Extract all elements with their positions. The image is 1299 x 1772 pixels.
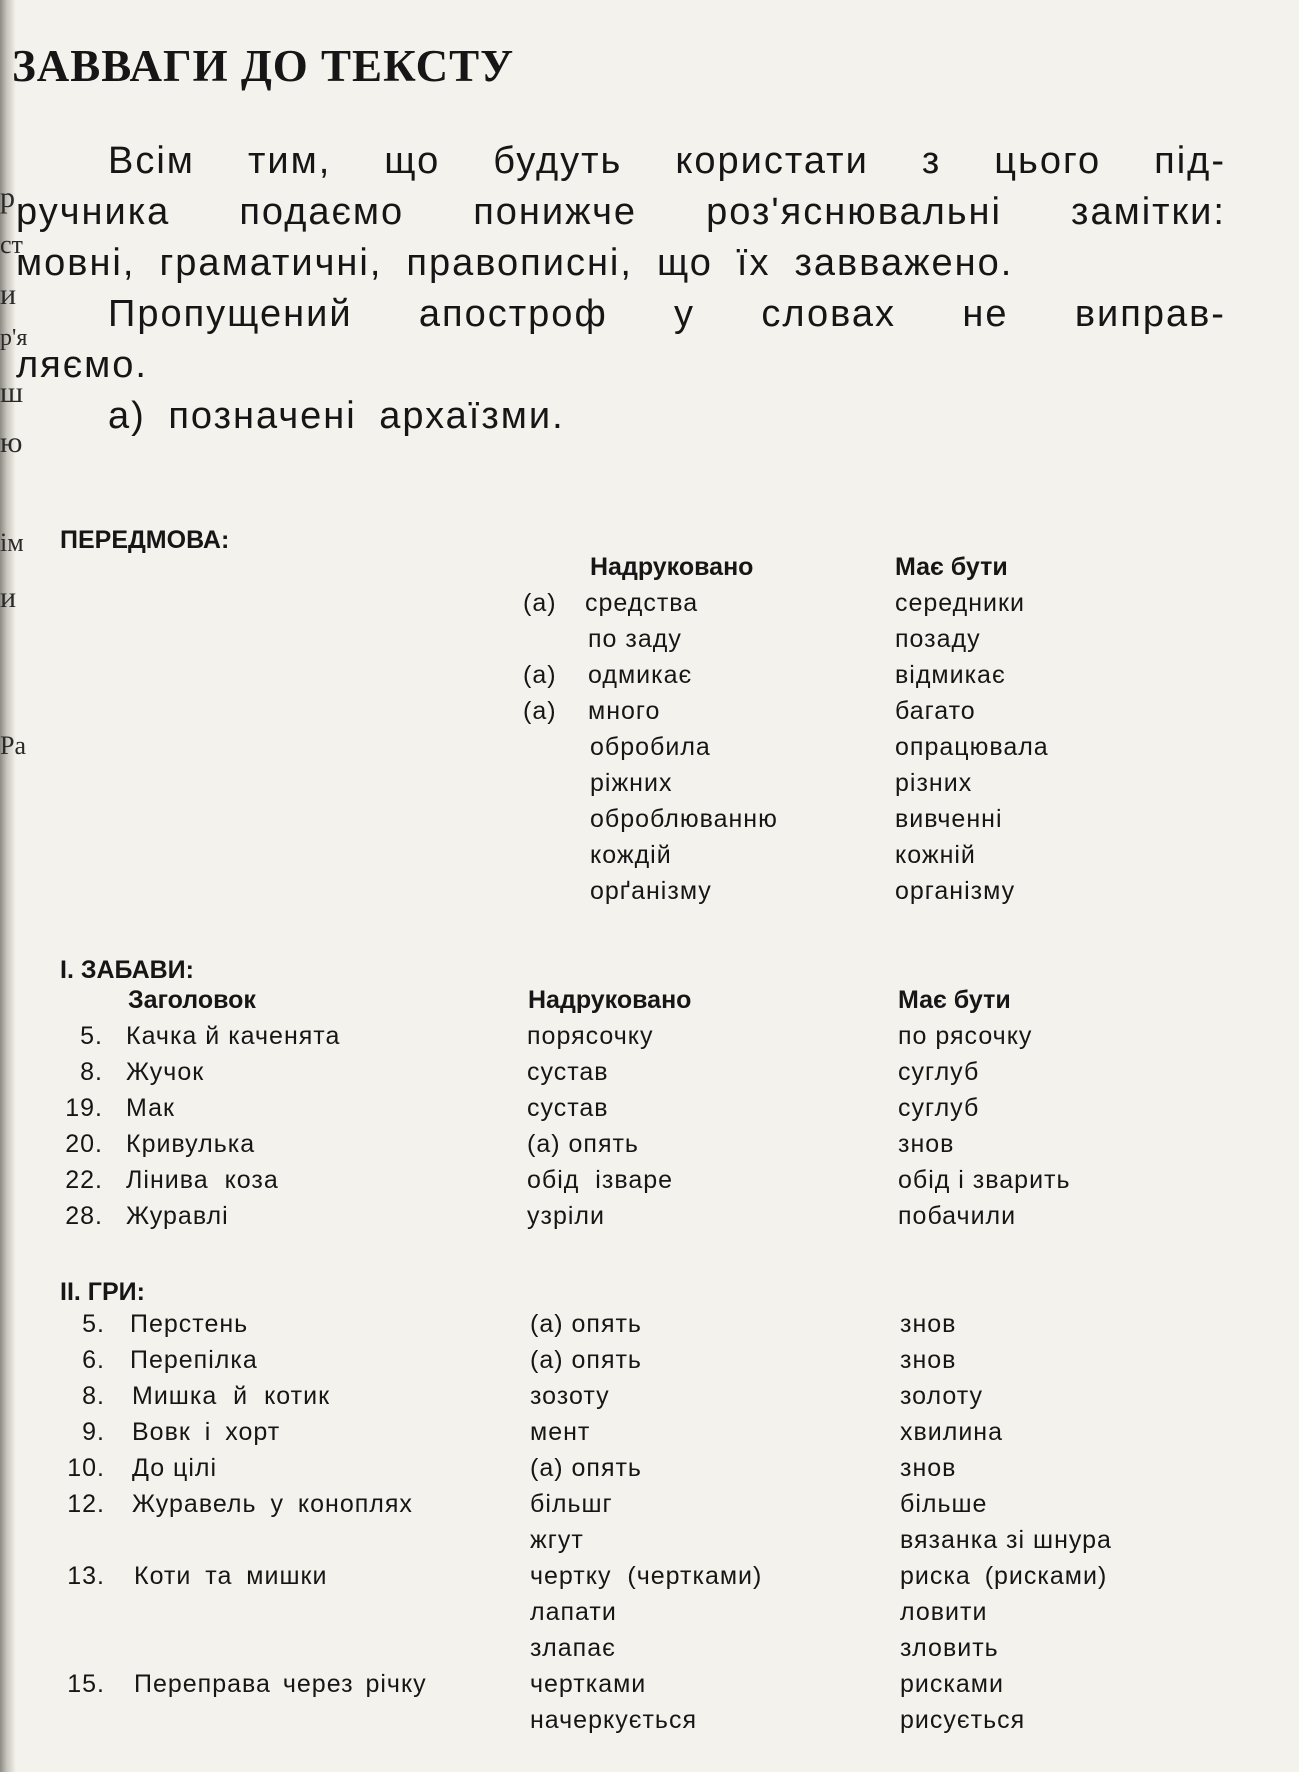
printed-cell: (а) опять xyxy=(530,1310,642,1338)
printed-cell: (а) опять xyxy=(527,1130,639,1158)
word: правописні, xyxy=(406,242,633,284)
archaism-mark: (а) xyxy=(523,589,557,617)
should-cell: опрацювала xyxy=(895,733,1049,761)
should-cell: більше xyxy=(900,1490,988,1518)
should-cell: золоту xyxy=(900,1382,983,1410)
title-cell: Мишка й котик xyxy=(132,1382,331,1410)
table-row xyxy=(0,661,1299,697)
title-cell: Журавель у коноплях xyxy=(132,1490,413,1518)
printed-cell: одмикає xyxy=(588,661,693,689)
printed-cell: по заду xyxy=(588,625,682,653)
printed-cell: лапати xyxy=(530,1598,617,1626)
archaism-mark: (а) xyxy=(523,661,557,689)
printed-cell: чертками xyxy=(530,1670,647,1698)
word: граматичні, xyxy=(159,242,383,284)
page-title: ЗАВВАГИ ДО ТЕКСТУ xyxy=(12,41,515,91)
should-cell: по рясочку xyxy=(898,1022,1033,1050)
printed-cell: порясочку xyxy=(527,1022,654,1050)
word: у xyxy=(674,293,696,335)
word: цього xyxy=(994,140,1102,182)
table-row xyxy=(0,1130,1299,1166)
intro-line xyxy=(16,244,1226,295)
printed-cell: средства xyxy=(585,589,699,617)
table-row xyxy=(0,1346,1299,1382)
row-number: 28. xyxy=(65,1202,103,1230)
col-title-header: Заголовок xyxy=(128,986,256,1014)
printed-cell: кождій xyxy=(590,841,672,869)
printed-cell: чертку (чертками) xyxy=(530,1562,763,1590)
should-cell: зловить xyxy=(900,1634,999,1662)
printed-cell: жгут xyxy=(530,1526,584,1554)
printed-cell: більшг xyxy=(530,1490,613,1518)
printed-cell: оброблюванню xyxy=(590,805,778,833)
should-cell: багато xyxy=(895,697,976,725)
title-cell: Качка й каченята xyxy=(126,1022,341,1050)
edge-fragment: и xyxy=(0,581,17,614)
should-cell: організму xyxy=(895,877,1016,905)
table-row xyxy=(0,1382,1299,1418)
title-cell: Перепілка xyxy=(130,1346,258,1374)
edge-fragment: ім xyxy=(0,528,24,557)
table-row xyxy=(0,1022,1299,1058)
col-should-header: Має бути xyxy=(898,986,1011,1014)
preface-heading: ПЕРЕДМОВА: xyxy=(60,526,230,554)
title-cell: Жучок xyxy=(126,1058,205,1086)
table-row xyxy=(0,1094,1299,1130)
should-cell: знов xyxy=(900,1346,957,1374)
should-cell: ловити xyxy=(900,1598,988,1626)
row-number: 20. xyxy=(65,1130,103,1158)
should-cell: побачили xyxy=(898,1202,1017,1230)
games-table xyxy=(0,1310,1299,1742)
should-cell: хвилина xyxy=(900,1418,1004,1446)
edge-fragment: ю xyxy=(0,426,23,459)
table-row xyxy=(0,1058,1299,1094)
printed-cell: начеркується xyxy=(530,1706,697,1734)
word: користати xyxy=(675,140,869,182)
section-heading-fun: I. ЗАБАВИ: xyxy=(60,956,194,984)
should-cell: обід і зварить xyxy=(898,1166,1071,1194)
table-row xyxy=(0,805,1299,841)
printed-cell: много xyxy=(588,697,661,725)
section-heading-games: II. ГРИ: xyxy=(60,1278,145,1306)
should-cell: кожній xyxy=(895,841,976,869)
printed-cell: злапає xyxy=(530,1634,616,1662)
word: тим, xyxy=(247,140,332,182)
table-row xyxy=(0,841,1299,877)
word: словах xyxy=(761,293,897,335)
row-number: 15. xyxy=(67,1670,105,1698)
edge-fragment: и xyxy=(0,278,17,311)
word: замітки: xyxy=(1071,191,1226,233)
table-row xyxy=(0,1634,1299,1670)
table-row xyxy=(0,1490,1299,1526)
printed-cell: обід ізваре xyxy=(527,1166,674,1194)
title-cell: Коти та мишки xyxy=(134,1562,328,1590)
should-cell: суглуб xyxy=(898,1094,980,1122)
word: роз'яснювальні xyxy=(706,191,1002,233)
should-cell: відмикає xyxy=(895,661,1006,689)
edge-fragment: Ра xyxy=(0,731,26,760)
table-row xyxy=(0,589,1299,625)
word: Пропущений xyxy=(108,293,353,335)
should-cell: середники xyxy=(895,589,1025,617)
should-cell: вязанка зі шнура xyxy=(900,1526,1112,1554)
row-number: 10. xyxy=(67,1454,105,1482)
word: під- xyxy=(1154,140,1226,182)
fun-table xyxy=(0,986,1299,1238)
intro-line xyxy=(16,397,1226,448)
table-row xyxy=(0,769,1299,805)
word: будуть xyxy=(493,140,623,182)
edge-fragment: р'я xyxy=(0,325,28,351)
word: Всім xyxy=(108,140,195,182)
should-cell: різних xyxy=(895,769,973,797)
printed-cell: узріли xyxy=(527,1202,605,1230)
table-row xyxy=(0,697,1299,733)
table-row xyxy=(0,625,1299,661)
word: виправ- xyxy=(1074,293,1226,335)
word: ручника xyxy=(16,191,171,233)
title-cell: Переправа через річку xyxy=(134,1670,427,1698)
table-row xyxy=(0,1310,1299,1346)
word: що xyxy=(384,140,441,182)
word: апостроф xyxy=(418,293,608,335)
should-cell: риска (рисками) xyxy=(900,1562,1108,1590)
table-row xyxy=(0,1166,1299,1202)
table-row xyxy=(0,733,1299,769)
table-row xyxy=(0,1526,1299,1562)
row-number: 9. xyxy=(82,1418,105,1446)
printed-cell: (а) опять xyxy=(530,1454,642,1482)
word: завважено. xyxy=(794,242,1014,284)
should-cell: рисками xyxy=(900,1670,1004,1698)
intro-line xyxy=(16,193,1226,244)
intro-line xyxy=(16,142,1226,193)
printed-cell: ріжних xyxy=(590,769,673,797)
should-cell: позаду xyxy=(895,625,981,653)
row-number: 19. xyxy=(65,1094,103,1122)
should-cell: знов xyxy=(900,1310,957,1338)
title-cell: Перстень xyxy=(130,1310,249,1338)
row-number: 13. xyxy=(67,1562,105,1590)
intro-text xyxy=(16,142,1226,448)
table-row xyxy=(0,1418,1299,1454)
printed-cell: мент xyxy=(530,1418,591,1446)
printed-cell: сустав xyxy=(527,1094,609,1122)
title-cell: Мак xyxy=(126,1094,175,1122)
col-printed-header: Надруковано xyxy=(528,986,692,1014)
table-row xyxy=(0,1202,1299,1238)
intro-line xyxy=(16,346,1226,397)
word: їх xyxy=(736,242,771,284)
table-header xyxy=(0,553,1299,589)
archaisms-note: а) позначені архаїзми. xyxy=(108,395,565,437)
preface-table xyxy=(0,553,1299,913)
col-should-header: Має бути xyxy=(895,553,1008,581)
title-cell: Кривулька xyxy=(126,1130,256,1158)
word: не xyxy=(962,293,1009,335)
printed-cell: зозоту xyxy=(530,1382,610,1410)
row-number: 8. xyxy=(82,1382,105,1410)
should-cell: рисується xyxy=(900,1706,1026,1734)
archaism-mark: (а) xyxy=(523,697,557,725)
should-cell: вивченні xyxy=(895,805,1003,833)
word: мовні, xyxy=(16,242,136,284)
should-cell: суглуб xyxy=(898,1058,980,1086)
table-header xyxy=(0,986,1299,1022)
table-row xyxy=(0,1454,1299,1490)
printed-cell: обробила xyxy=(590,733,711,761)
intro-line xyxy=(16,295,1226,346)
printed-cell: сустав xyxy=(527,1058,609,1086)
table-row xyxy=(0,1562,1299,1598)
word: з xyxy=(921,140,942,182)
word: що xyxy=(656,242,713,284)
table-row xyxy=(0,1670,1299,1706)
title-cell: Вовк і хорт xyxy=(132,1418,281,1446)
edge-fragment: ш xyxy=(0,376,24,409)
word: подаємо xyxy=(239,191,405,233)
row-number: 8. xyxy=(80,1058,103,1086)
should-cell: знов xyxy=(898,1130,955,1158)
word: понижче xyxy=(473,191,638,233)
title-cell: Лінива коза xyxy=(126,1166,279,1194)
table-row xyxy=(0,877,1299,913)
title-cell: Журавлі xyxy=(126,1202,229,1230)
edge-fragment: р xyxy=(0,181,15,214)
row-number: 12. xyxy=(67,1490,105,1518)
row-number: 5. xyxy=(82,1310,105,1338)
col-printed-header: Надруковано xyxy=(590,553,754,581)
table-row xyxy=(0,1598,1299,1634)
printed-cell: (а) опять xyxy=(530,1346,642,1374)
word: ляємо. xyxy=(16,344,148,386)
edge-fragment: ст xyxy=(0,230,23,259)
title-cell: До цілі xyxy=(132,1454,218,1482)
row-number: 5. xyxy=(80,1022,103,1050)
row-number: 22. xyxy=(65,1166,103,1194)
should-cell: знов xyxy=(900,1454,957,1482)
table-row xyxy=(0,1706,1299,1742)
printed-cell: орґанізму xyxy=(590,877,712,905)
row-number: 6. xyxy=(82,1346,105,1374)
